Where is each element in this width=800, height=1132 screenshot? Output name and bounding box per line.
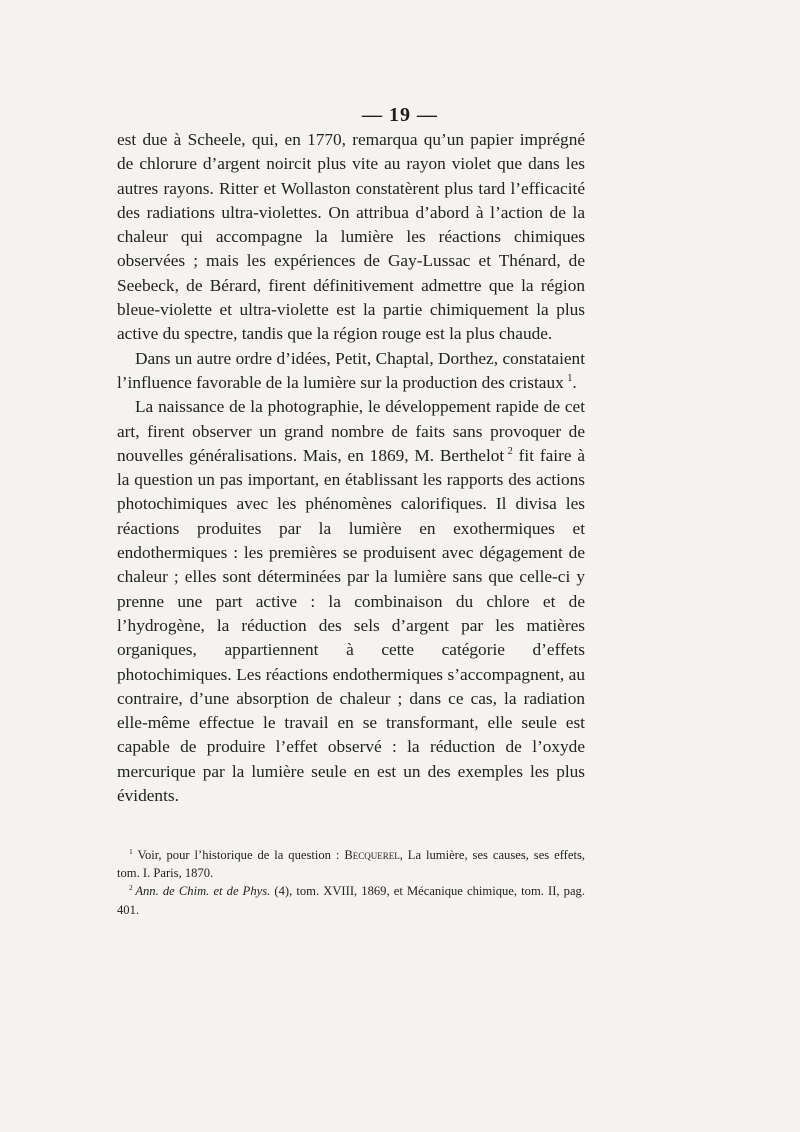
paragraph-1: est due à Scheele, qui, en 1770, remarqua qu’un papier imprégné de chlorure d’argent noircit plus vite au rayon violet que dans les autres rayons. Ritter et Wollaston constatèrent plus tard l’efficacité des radiations ultra-violettes. On attribua d’abord à l’action de la chaleur qui accompagne la lumière les réactions chimiques observées ; mais les expériences de Gay-Lussac et Thénard, de Seebeck, de Bérard, firent définitivement admettre que la région bleue-violette et ultra-violette est la partie chimiquement la plus active du spectre, tandis que la région rouge est la plus chaude. bbox=[117, 130, 585, 344]
footnote-ref-1: 1 bbox=[567, 373, 573, 385]
footnote-2-mark: 2 bbox=[129, 883, 133, 893]
paragraph-2-end: . bbox=[572, 372, 577, 392]
footnote-2 bbox=[117, 882, 585, 918]
footnote-2-journal: Ann. de Chim. et de Phys. bbox=[135, 884, 271, 899]
footnote-1-pre: Voir, pour l’historique de la question : bbox=[132, 848, 345, 862]
body-text bbox=[117, 128, 585, 808]
page-number: — 19 — bbox=[362, 104, 438, 126]
paragraph-2 bbox=[117, 347, 585, 396]
footnote-1 bbox=[117, 846, 585, 882]
paragraph-3 bbox=[117, 395, 585, 808]
paragraph-3-text-b: fit faire à la question un pas important, en établissant les rapports des actions photochimiques avec les phénomènes calorifiques. Il divisa les réactions produites par la lumière en exothermiques et endothermiques : les premières se produisent avec dégagement de chaleur ; elles sont déterminées par la lumière sans que celle-ci y prenne une part active : la combinaison du chlore et de l’hydrogène, la réduction des sels d’argent par les matières organiques, appartiennent à cette catégorie d’effets photochimiques. Les réactions endothermiques s’accompagnent, au contraire, d’une absorption de chaleur ; dans ce cas, la radiation elle-même effectue le travail en se transformant, elle seule est capable de produire l’effet observé : la réduction de l’oxyde mercurique par la lumière seule en est un des exemples les plus évidents. bbox=[117, 445, 585, 806]
paragraph-3-text-a: La naissance de la photographie, le développement rapide de cet art, firent observer un grand nombre de faits sans provoquer de nouvelles généralisations. Mais, en 1869, M. Berthelot bbox=[117, 397, 585, 465]
paragraph-2-text: Dans un autre ordre d’idées, Petit, Chaptal, Dorthez, constataient l’influence favorable de la lumière sur la production des cristaux bbox=[117, 348, 585, 392]
footnote-1-author: Becquerel bbox=[344, 848, 400, 862]
footnote-1-mark: 1 bbox=[129, 846, 133, 856]
footnote-1-post: , La lumière, ses causes, ses effets, tom. I. Paris, 1870. bbox=[117, 848, 585, 881]
footnote-2-post: (4), tom. XVIII, 1869, et Mécanique chimique, tom. II, pag. 401. bbox=[117, 884, 586, 917]
footnote-ref-2: 2 bbox=[507, 446, 513, 458]
footnotes bbox=[117, 846, 585, 919]
